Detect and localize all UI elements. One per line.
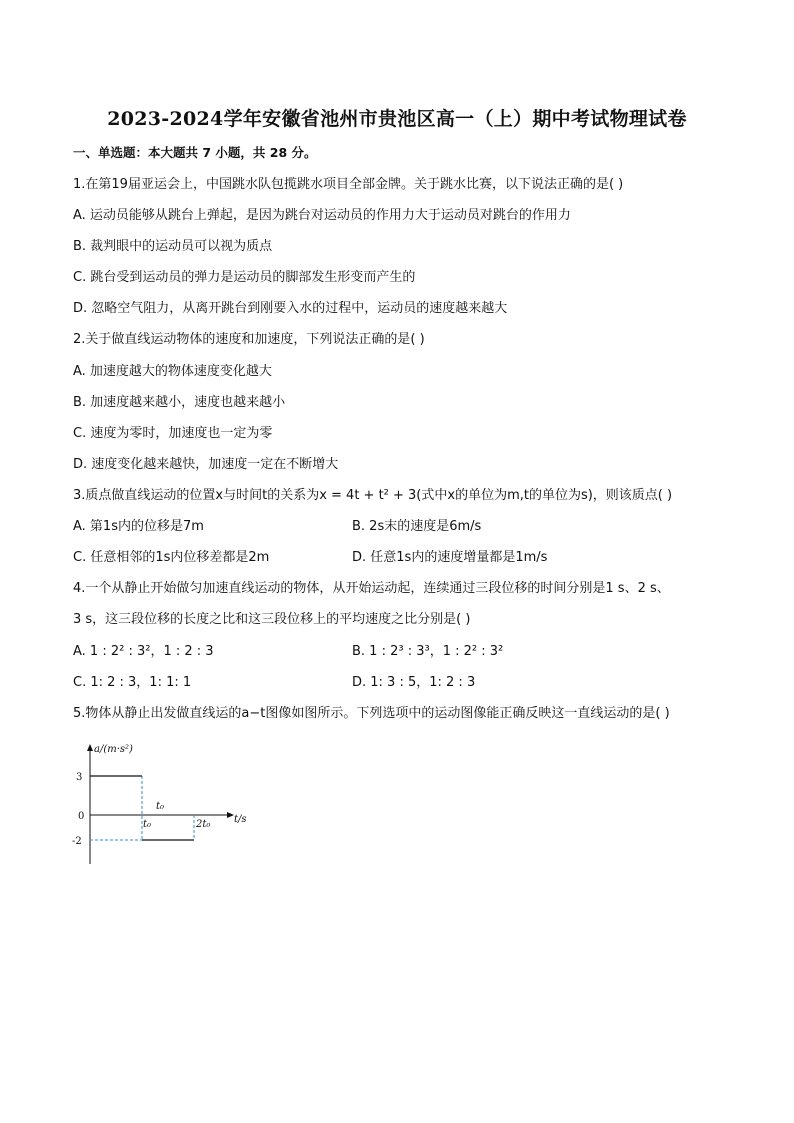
- question-3-option-a: A. 第1s内的位移是7m: [73, 519, 204, 534]
- question-1-option-b: B. 裁判眼中的运动员可以视为质点: [73, 239, 273, 254]
- question-3-option-d: D. 任意1s内的速度增量都是1m/s: [352, 550, 548, 565]
- question-1-option-a: A. 运动员能够从跳台上弹起，是因为跳台对运动员的作用力大于运动员对跳台的作用力: [73, 208, 571, 223]
- label-t0-bottom: t₀: [143, 819, 152, 830]
- y-axis-arrow-icon: [87, 744, 93, 751]
- question-2-stem: 2.关于做直线运动物体的速度和加速度，下列说法正确的是( ): [73, 332, 425, 347]
- question-4-stem-line-1: 4.一个从静止开始做匀加速直线运动的物体，从开始运动起，连续通过三段位移的时间分别是1 s、2 s、: [73, 581, 670, 596]
- x-axis-label: t/s: [234, 814, 247, 825]
- question-2-option-c: C. 速度为零时，加速度也一定为零: [73, 426, 273, 441]
- question-2-option-b: B. 加速度越来越小，速度也越来越小: [73, 395, 286, 410]
- question-2-option-d: D. 速度变化越来越快，加速度一定在不断增大: [73, 457, 339, 472]
- question-4-option-a: A. 1 : 2² : 3²，1 : 2 : 3: [73, 644, 214, 659]
- question-3-stem: 3.质点做直线运动的位置x与时间t的关系为x = 4t + t² + 3(式中x的单位为m,t的单位为s)，则该质点( ): [73, 488, 673, 503]
- a-t-graph: [70, 736, 250, 868]
- question-3-option-c: C. 任意相邻的1s内位移差都是2m: [73, 550, 270, 565]
- question-4-option-d: D. 1: 3 : 5，1: 2 : 3: [352, 675, 476, 690]
- question-5-stem: 5.物体从静止出发做直线运的a−t图像如图所示。下列选项中的运动图像能正确反映这一直线运动的是( ): [73, 706, 670, 721]
- tick-label-3: 3: [76, 772, 83, 783]
- y-axis-label: a/(m·s²): [94, 744, 133, 755]
- question-4-stem-line-2: 3 s，这三段位移的长度之比和这三段位移上的平均速度之比分别是( ): [73, 612, 471, 627]
- question-1-option-d: D. 忽略空气阻力，从离开跳台到刚要入水的过程中，运动员的速度越来越大: [73, 301, 508, 316]
- tick-label-minus-2: -2: [72, 836, 82, 847]
- question-4-option-b: B. 1 : 2³ : 3³，1 : 2² : 3²: [352, 644, 504, 659]
- page-title: 2023-2024学年安徽省池州市贵池区高一（上）期中考试物理试卷: [107, 108, 687, 130]
- x-axis-arrow-icon: [227, 812, 234, 818]
- question-1-stem: 1.在第19届亚运会上，中国跳水队包揽跳水项目全部金牌。关于跳水比赛，以下说法正确的是( ): [73, 177, 624, 192]
- question-1-option-c: C. 跳台受到运动员的弹力是运动员的脚部发生形变而产生的: [73, 270, 416, 285]
- tick-label-0: 0: [78, 811, 85, 822]
- label-2t0: 2t₀: [196, 819, 211, 830]
- question-2-option-a: A. 加速度越大的物体速度变化越大: [73, 364, 272, 379]
- question-3-option-b: B. 2s末的速度是6m/s: [352, 519, 482, 534]
- section-heading: 一、单选题：本大题共 7 小题，共 28 分。: [73, 145, 317, 160]
- question-4-option-c: C. 1: 2 : 3，1: 1: 1: [73, 675, 192, 690]
- label-t0-top: t₀: [156, 801, 165, 812]
